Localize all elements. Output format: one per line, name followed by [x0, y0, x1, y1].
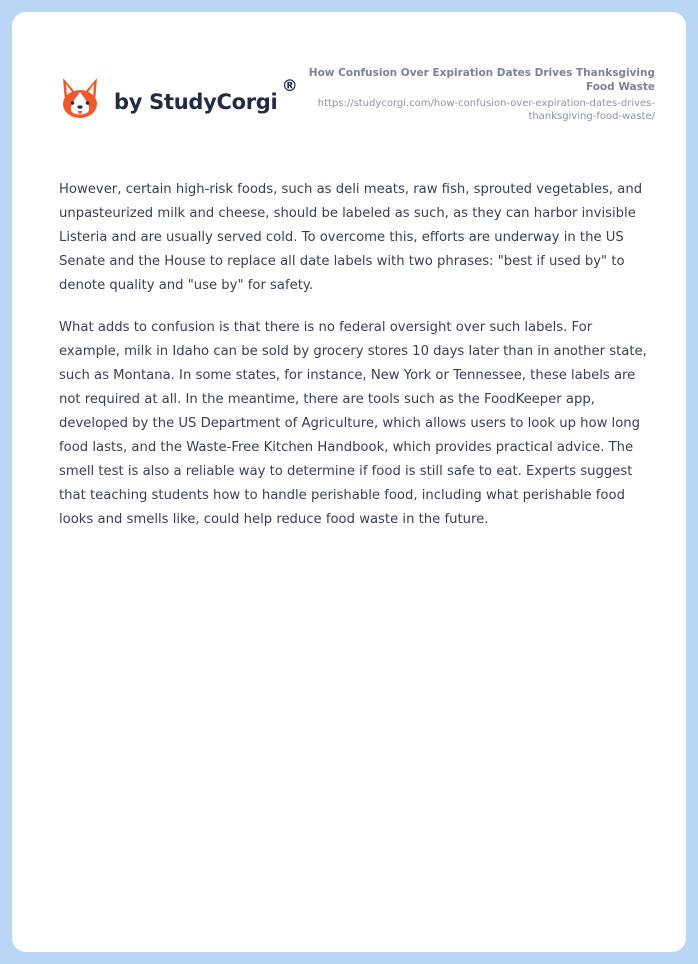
- studycorgi-logo[interactable]: [60, 76, 298, 120]
- document-page: [12, 12, 686, 952]
- document-header: [295, 66, 655, 123]
- document-body: [59, 178, 649, 550]
- paragraph-1: However, certain high-risk foods, such as deli meats, raw fish, sprouted vegetables, and unpasteurized milk and cheese, should be labeled as such, as they can harbor invisible Listeria and are usually served cold. To overcome this, efforts are underway in the US Senate and the House to replace all date labels with two phrases: "best if used by" to denote quality and "use by" for safety.: [59, 182, 643, 293]
- document-title: How Confusion Over Expiration Dates Drives Thanksgiving Food Waste: [308, 67, 655, 93]
- brand-name: by StudyCorgi ®: [114, 76, 298, 114]
- registered-mark: ®: [281, 76, 298, 95]
- corgi-head-icon: [60, 76, 100, 120]
- document-url[interactable]: https://studycorgi.com/how-confusion-over-expiration-dates-drives-thanksgiving-food-waste/: [317, 98, 655, 122]
- paragraph-2: What adds to confusion is that there is no federal oversight over such labels. For example, milk in Idaho can be sold by grocery stores 10 days later than in another state, such as Montana. In some states, for instance, New York or Tennessee, these labels are not required at all. In the meantime, there are tools such as the FoodKeeper app, developed by the US Department of Agriculture, which allows users to look up how long food lasts, and the Waste-Free Kitchen Handbook, which provides practical advice. The smell test is also a reliable way to determine if food is still safe to eat. Experts suggest that teaching students how to handle perishable food, including what perishable food looks and smells like, could help reduce food waste in the future.: [59, 320, 647, 527]
